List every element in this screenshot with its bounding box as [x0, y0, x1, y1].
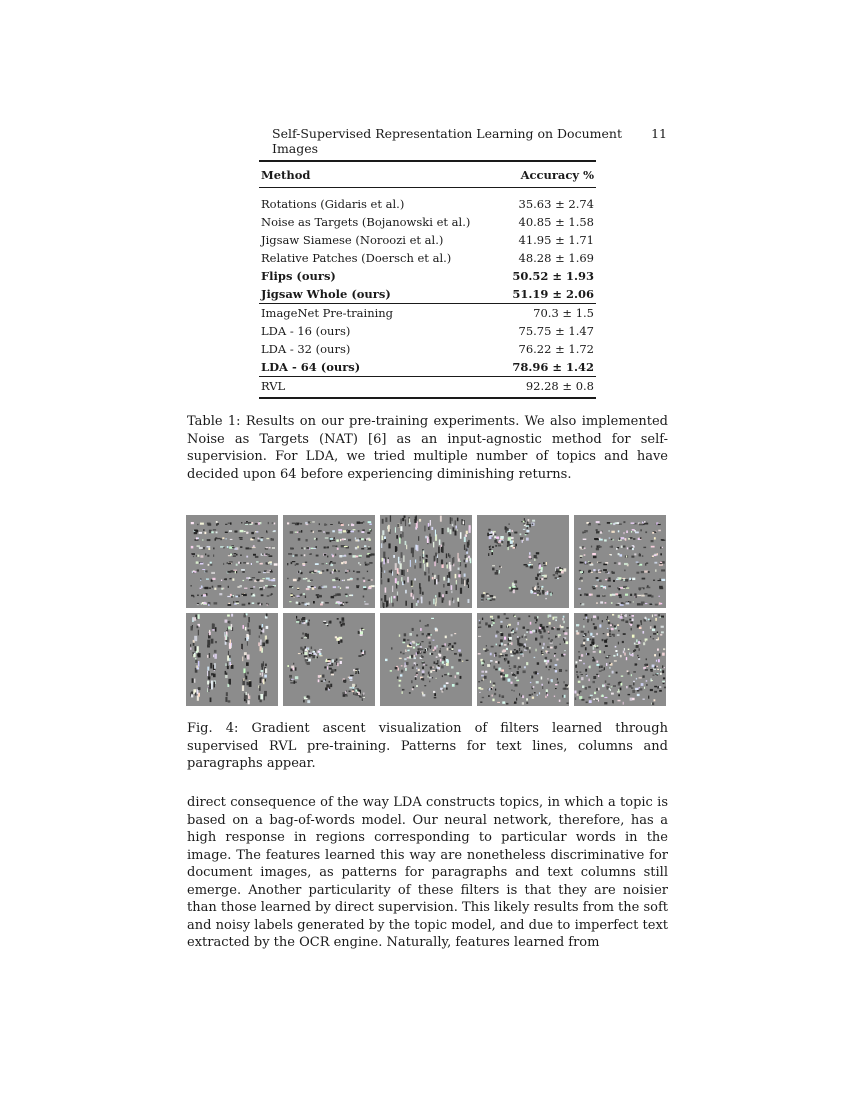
- filter-tile: [283, 515, 375, 608]
- accuracy-cell: 75.75 ± 1.47: [518, 323, 594, 338]
- filter-tile: [574, 515, 666, 608]
- filter-tile: [477, 613, 569, 706]
- filter-tile: [186, 515, 278, 608]
- accuracy-cell: 70.3 ± 1.5: [499, 303, 596, 322]
- method-cell: LDA - 64 (ours): [261, 359, 361, 374]
- column-header-accuracy: Accuracy %: [499, 161, 596, 188]
- method-cell: Rotations (Gidaris et al.): [261, 196, 405, 211]
- table-row: [259, 231, 596, 249]
- method-cell: RVL: [259, 376, 499, 398]
- table-row: [259, 249, 596, 267]
- method-cell: Jigsaw Siamese (Noroozi et al.): [261, 232, 444, 247]
- filter-tile: [186, 613, 278, 706]
- method-cell: Jigsaw Whole (ours): [261, 286, 391, 301]
- results-table: [259, 160, 596, 399]
- figure-caption: Fig. 4: Gradient ascent visualization of filters learned through supervised RVL pre-training. Patterns for text lines, columns and paragraphs appear.: [187, 721, 668, 771]
- method-cell: LDA - 32 (ours): [261, 341, 351, 356]
- method-cell: Flips (ours): [261, 268, 336, 283]
- table-row: [259, 322, 596, 340]
- running-title: Self-Supervised Representation Learning on Document Images: [272, 126, 622, 156]
- table-header-row: [259, 161, 596, 188]
- table-caption: Table 1: Results on our pre-training experiments. We also implemented Noise as Targets (NAT) [6] as an input-agnostic method for self-supervision. For LDA, we tried multiple number of topics and have decided upon 64 before experiencing diminishing returns.: [187, 414, 668, 482]
- column-header-method: Method: [259, 161, 499, 188]
- table-row: [259, 267, 596, 285]
- filter-tile: [574, 613, 666, 706]
- table-row: [259, 303, 596, 322]
- table-row: [259, 188, 596, 213]
- table-row: [259, 376, 596, 398]
- accuracy-cell: 92.28 ± 0.8: [499, 376, 596, 398]
- accuracy-cell: 40.85 ± 1.58: [518, 214, 594, 229]
- method-cell: ImageNet Pre-training: [259, 303, 499, 322]
- method-cell: LDA - 16 (ours): [261, 323, 351, 338]
- body-paragraph: direct consequence of the way LDA constructs topics, in which a topic is based on a bag-of-words model. Our neural network, therefore, has a high response in regions corresponding to particular words in the image. The features learned this way are nonetheless discriminative for document images, as patterns for paragraphs and text columns still emerge. Another particularity of these filters is that they are noisier than those learned by direct supervision. This likely results from the soft and noisy labels generated by the topic model, and due to imperfect text extracted by the OCR engine. Naturally, features learned from: [187, 795, 668, 950]
- filter-tile: [477, 515, 569, 608]
- method-cell: Relative Patches (Doersch et al.): [261, 250, 452, 265]
- filter-tile: [380, 515, 472, 608]
- page-number: 11: [651, 126, 667, 141]
- table-row: [259, 213, 596, 231]
- accuracy-cell: 50.52 ± 1.93: [512, 268, 594, 283]
- filter-tile: [283, 613, 375, 706]
- accuracy-cell: 78.96 ± 1.42: [512, 359, 594, 374]
- accuracy-cell: 48.28 ± 1.69: [518, 250, 594, 265]
- running-header: [262, 126, 667, 156]
- table-row: [259, 358, 596, 377]
- accuracy-cell: 76.22 ± 1.72: [518, 341, 594, 356]
- table-row: [259, 340, 596, 358]
- method-cell: Noise as Targets (Bojanowski et al.): [261, 214, 471, 229]
- accuracy-cell: 51.19 ± 2.06: [512, 286, 594, 301]
- accuracy-cell: 35.63 ± 2.74: [518, 196, 594, 211]
- filter-visualization-figure: [186, 515, 669, 709]
- accuracy-cell: 41.95 ± 1.71: [518, 232, 594, 247]
- filter-tile: [380, 613, 472, 706]
- table-row: [259, 285, 596, 304]
